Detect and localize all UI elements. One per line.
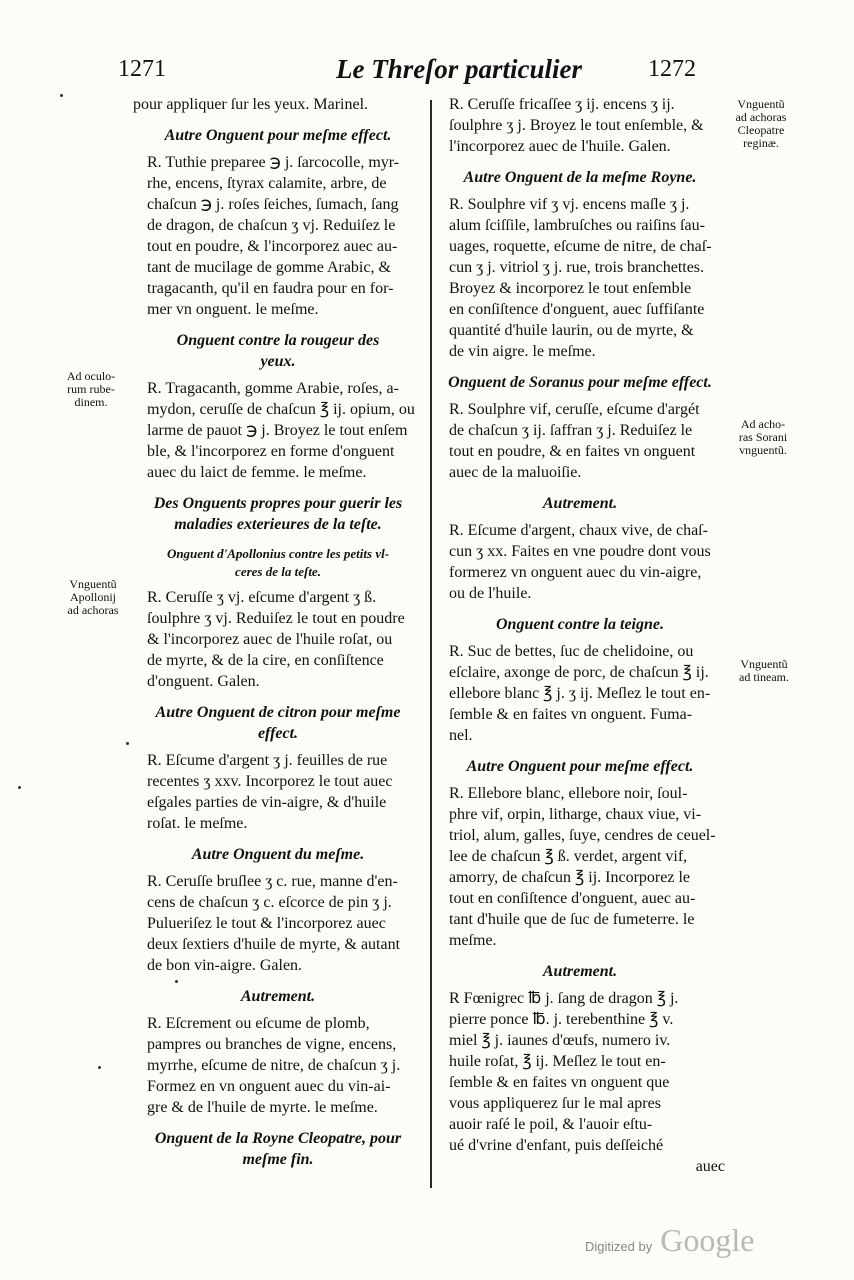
folio-right: 1272 [648, 56, 696, 82]
ink-speck [126, 742, 129, 745]
paragraph-escrement: R. Eſcrement ou eſcume de plomb, pampres ou branches de vigne, encens, myrrhe, eſcume de nitre, de chaſcun ʒ j. Formez en vn onguent auec du vin-ai- gre & de l'huile de myrte. le meſme. [147, 1015, 401, 1116]
heading-autrement-right-1: Autrement. [542, 495, 618, 512]
paragraph-tuthie: R. Tuthie preparee ℈ j. ſarcocolle, myr- rhe, encens, ſtyrax calamite, arbre, de chaſcun ℈ j. roſes ſeiches, ſumach, ſang de dragon, de chaſcun ʒ vj. Reduiſez le tout en poudre, & l'incorporez auec au- tant de mucilage de gomme Arabic, & tragacanth, qu'il en faudra pour en for- mer vn onguent. le meſme. [147, 154, 400, 318]
page-header [0, 56, 854, 92]
digitized-label: Digitized by [585, 1239, 653, 1254]
digitized-by-google-watermark [585, 1222, 754, 1259]
paragraph-escume-argent: R. Eſcume d'argent ʒ j. feuilles de rue recentes ʒ xxv. Incorporez le tout auec eſgales parties de vin-aigre, & d'huile roſat. le meſme. [147, 752, 393, 832]
running-title: Le Threſor particulier [336, 54, 582, 84]
right-column [435, 94, 725, 1177]
heading-citron: Autre Onguent de citron pour meſme effect. [155, 704, 401, 742]
paragraph-ellebore: R. Ellebore blanc, ellebore noir, ſoul- phre vif, orpin, litharge, chaux viue, vi- triol, alum, galles, ſuye, cendres de ceuel- lee de chaſcun ℥ ß. verdet, argent vif, amorry, de chaſcun ℥ ij. Incorporez le tout en conſiſtence d'onguent, auec au- tant d'huile que de ſuc de fumeterre. le meſme. [449, 785, 716, 949]
heading-autre-onguent-right: Autre Onguent pour meſme effect. [466, 758, 694, 775]
left-column [133, 94, 423, 1176]
sidenote-cleopatre: Vnguentũ ad achoras Cleopatre reginæ. [735, 98, 787, 150]
paragraph-foenigrec: R Fœnigrec ℔ j. ſang de dragon ℥ j. pierre ponce ℔. j. terebenthine ℥ v. miel ℥ j. iaunes d'œufs, numero iv. huile roſat, ℥ ij. Meſlez le tout en- ſemble & en faites vn onguent que vous appliquerez ſur le mal apres auoir raſé le poil, & l'auoir eſtu- ué d'vrine d'enfant, puis deſſeiché auec [449, 990, 725, 1175]
heading-teigne: Onguent contre la teigne. [495, 616, 664, 633]
paragraph-ceruse-bruslee: R. Ceruſſe bruſlee ʒ c. rue, manne d'en- cens de chaſcun ʒ c. eſcorce de pin ʒ j. Pulueriſez le tout & l'incorporez auec deux ſextiers d'huile de myrte, & autant de bon vin-aigre. Galen. [147, 873, 401, 974]
heading-apollonius: Onguent d'Apollonius contre les petits vl- ceres de la teſte. [166, 546, 390, 579]
paragraph-bettes: R. Suc de bettes, ſuc de chelidoine, ou eſclaire, axonge de porc, de chaſcun ℥ ij. ellebore blanc ℥ j. ʒ ij. Meſlez le tout en- ſemble & en faites vn onguent. Fuma- nel. [449, 643, 711, 744]
paragraph-soranus: R. Soulphre vif, ceruſſe, eſcume d'argét de chaſcun ʒ ij. ſaffran ʒ j. Reduiſez le tout en poudre, & en faites vn onguent auec de la maluoiſie. [449, 401, 700, 481]
heading-maladies-teste: Des Onguents propres pour guerir les maladies exterieures de la teſte. [153, 495, 403, 533]
heading-autre-onguent-du-mesme: Autre Onguent du meſme. [191, 846, 365, 863]
heading-autre-onguent-1: Autre Onguent pour meſme effect. [164, 127, 392, 144]
column-divider [430, 100, 432, 1188]
folio-left: 1271 [118, 56, 166, 82]
paragraph-ceruse: R. Ceruſſe ʒ vj. eſcume d'argent ʒ ß. ſoulphre ʒ vj. Reduiſez le tout en poudre & l'incorporez auec de l'huile roſat, ou de myrte, & de la cire, en conſiſtence d'onguent. Galen. [147, 589, 405, 690]
sidenote-ad-oculorum: Ad oculo- rum rube- dinem. [66, 370, 116, 409]
intro-line: pour appliquer ſur les yeux. Marinel. [133, 96, 369, 113]
google-logo: Google [660, 1222, 755, 1258]
paragraph-soulphre-vif: R. Soulphre vif ʒ vj. encens maſle ʒ j. alum ſciſſile, lambruſches ou raiſins ſau- uages, roquette, eſcume de nitre, de chaſ- cun ʒ j. vitriol ʒ j. rue, trois branchettes. Broyez & incorporez le tout enſemble en conſiſtence d'onguent, auec ſuffiſante quantité d'huile laurin, ou de myrte, & de vin aigre. le meſme. [449, 196, 712, 360]
ink-speck [60, 94, 63, 97]
heading-rougeur-des-yeux: Onguent contre la rougeur des yeux. [176, 332, 380, 370]
paragraph-ceruse-fricassee: R. Ceruſſe fricaſſee ʒ ij. encens ʒ ij. ſoulphre ʒ j. Broyez le tout enſemble, & l'incorporez auec de l'huile. Galen. [449, 96, 704, 155]
ink-speck [98, 1066, 101, 1069]
ink-speck [18, 786, 21, 789]
paragraph-chaux-vive: R. Eſcume d'argent, chaux vive, de chaſ- cun ʒ xx. Faites en vne poudre dont vous formerez vn onguent auec du vin-aigre, ou de l'huile. [449, 522, 711, 602]
heading-soranus: Onguent de Soranus pour meſme effect. [448, 374, 712, 391]
sidenote-tineam: Vnguentũ ad tineam. [739, 658, 789, 684]
heading-cleopatre: Onguent de la Royne Cleopatre, pour meſme fin. [154, 1130, 402, 1168]
heading-mesme-royne: Autre Onguent de la meſme Royne. [463, 169, 697, 186]
heading-autrement-left: Autrement. [240, 988, 316, 1005]
sidenote-sorani: Ad acho- ras Sorani vnguentũ. [738, 418, 788, 457]
ink-speck [175, 980, 178, 983]
paragraph-tragacanth: R. Tragacanth, gomme Arabie, roſes, a- mydon, ceruſſe de chaſcun ℥ ij. opium, ou larme de pauot ℈ j. Broyez le tout enſem ble, & l'incorporez en forme d'onguent auec du laict de femme. le meſme. [147, 380, 415, 481]
heading-autrement-right-2: Autrement. [542, 963, 618, 980]
sidenote-apollonij: Vnguentũ Apollonij ad achoras [67, 578, 119, 617]
